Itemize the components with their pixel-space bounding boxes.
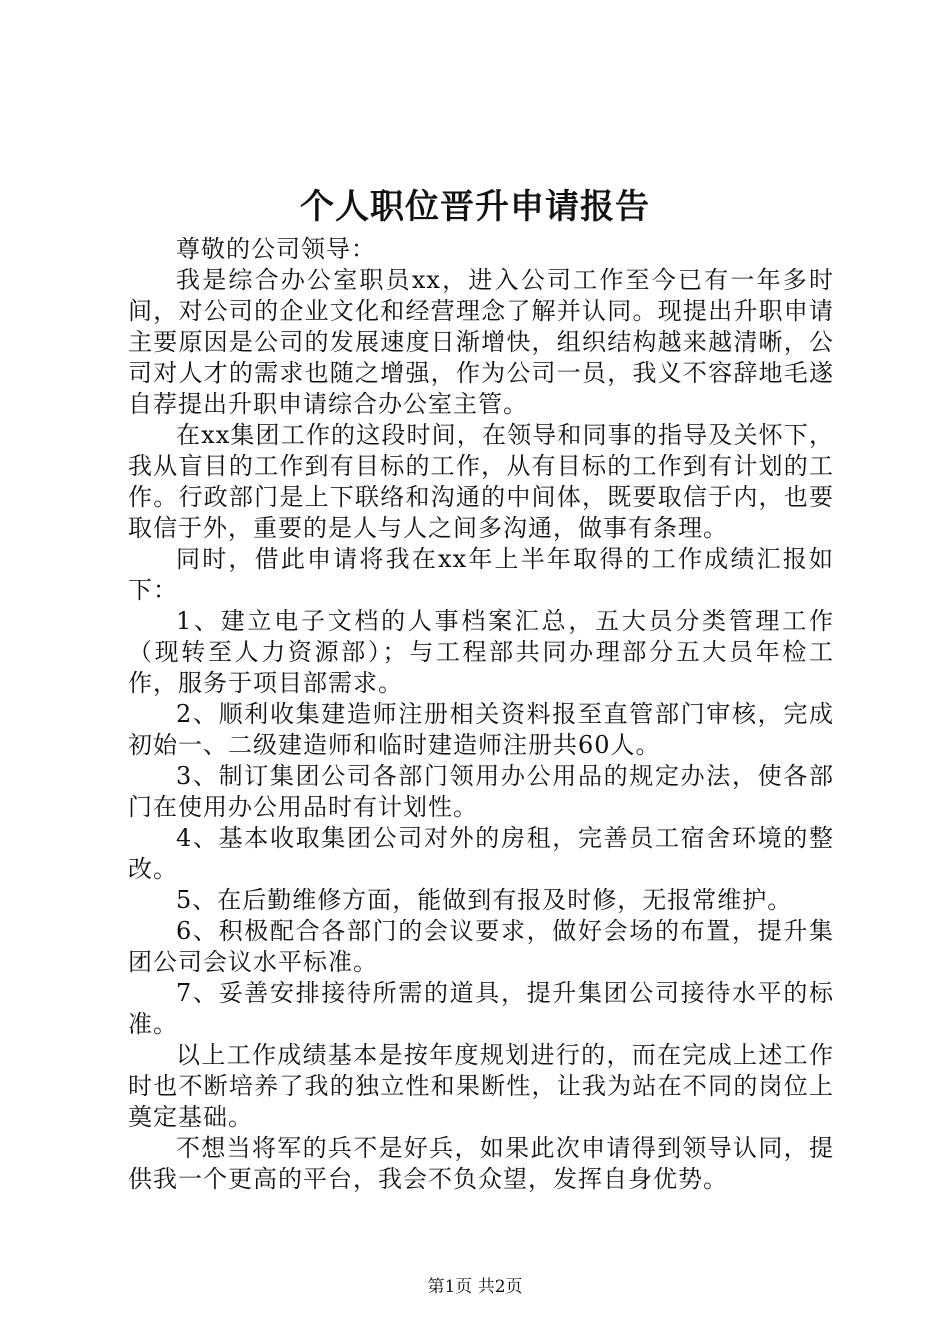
page-indicator: 第1页 共2页 xyxy=(427,1277,523,1297)
paragraph-summary: 以上工作成绩基本是按年度规划进行的，而在完成上述工作时也不断培养了我的独立性和果断性，让我为站在不同的岗位上奠定基础。 xyxy=(128,1041,834,1131)
paragraph-closing: 不想当将军的兵不是好兵，如果此次申请得到领导认同，提供我一个更高的平台，我会不负众望，发挥自身优势。 xyxy=(128,1134,834,1193)
achievement-item-7: 7、妥善安排接待所需的道具，提升集团公司接待水平的标准。 xyxy=(128,979,834,1038)
document-body xyxy=(128,234,834,1195)
achievement-item-3: 3、制订集团公司各部门领用办公用品的规定办法，使各部门在使用办公用品时有计划性。 xyxy=(128,762,834,821)
achievement-item-2: 2、顺利收集建造师注册相关资料报至直管部门审核，完成初始一、二级建造师和临时建造师注册共60人。 xyxy=(128,700,834,759)
achievement-item-5: 5、在后勤维修方面，能做到有报及时修，无报常维护。 xyxy=(176,886,793,914)
achievement-item-4: 4、基本收取集团公司对外的房租，完善员工宿舍环境的整改。 xyxy=(128,824,834,883)
paragraph-report-lead: 同时，借此申请将我在xx年上半年取得的工作成绩汇报如下： xyxy=(128,545,834,604)
paragraph-experience: 在xx集团工作的这段时间，在领导和同事的指导及关怀下，我从盲目的工作到有目标的工作，从有目标的工作到有计划的工作。行政部门是上下联络和沟通的中间体，既要取信于内，也要取信于外，重要的是人与人之间多沟通，做事有条理。 xyxy=(128,421,834,542)
paragraph-intro: 我是综合办公室职员xx，进入公司工作至今已有一年多时间，对公司的企业文化和经营理念了解并认同。现提出升职申请主要原因是公司的发展速度日渐增快，组织结构越来越清晰，公司对人才的需求也随之增强，作为公司一员，我义不容辞地毛遂自荐提出升职申请综合办公室主管。 xyxy=(128,266,834,418)
achievement-item-1: 1、建立电子文档的人事档案汇总，五大员分类管理工作（现转至人力资源部）；与工程部共同办理部分五大员年检工作，服务于项目部需求。 xyxy=(128,607,834,697)
document-title: 个人职位晋升申请报告 xyxy=(300,187,650,227)
achievement-item-6: 6、积极配合各部门的会议要求，做好会场的布置，提升集团公司会议水平标准。 xyxy=(128,917,834,976)
salutation: 尊敬的公司领导： xyxy=(176,235,376,263)
